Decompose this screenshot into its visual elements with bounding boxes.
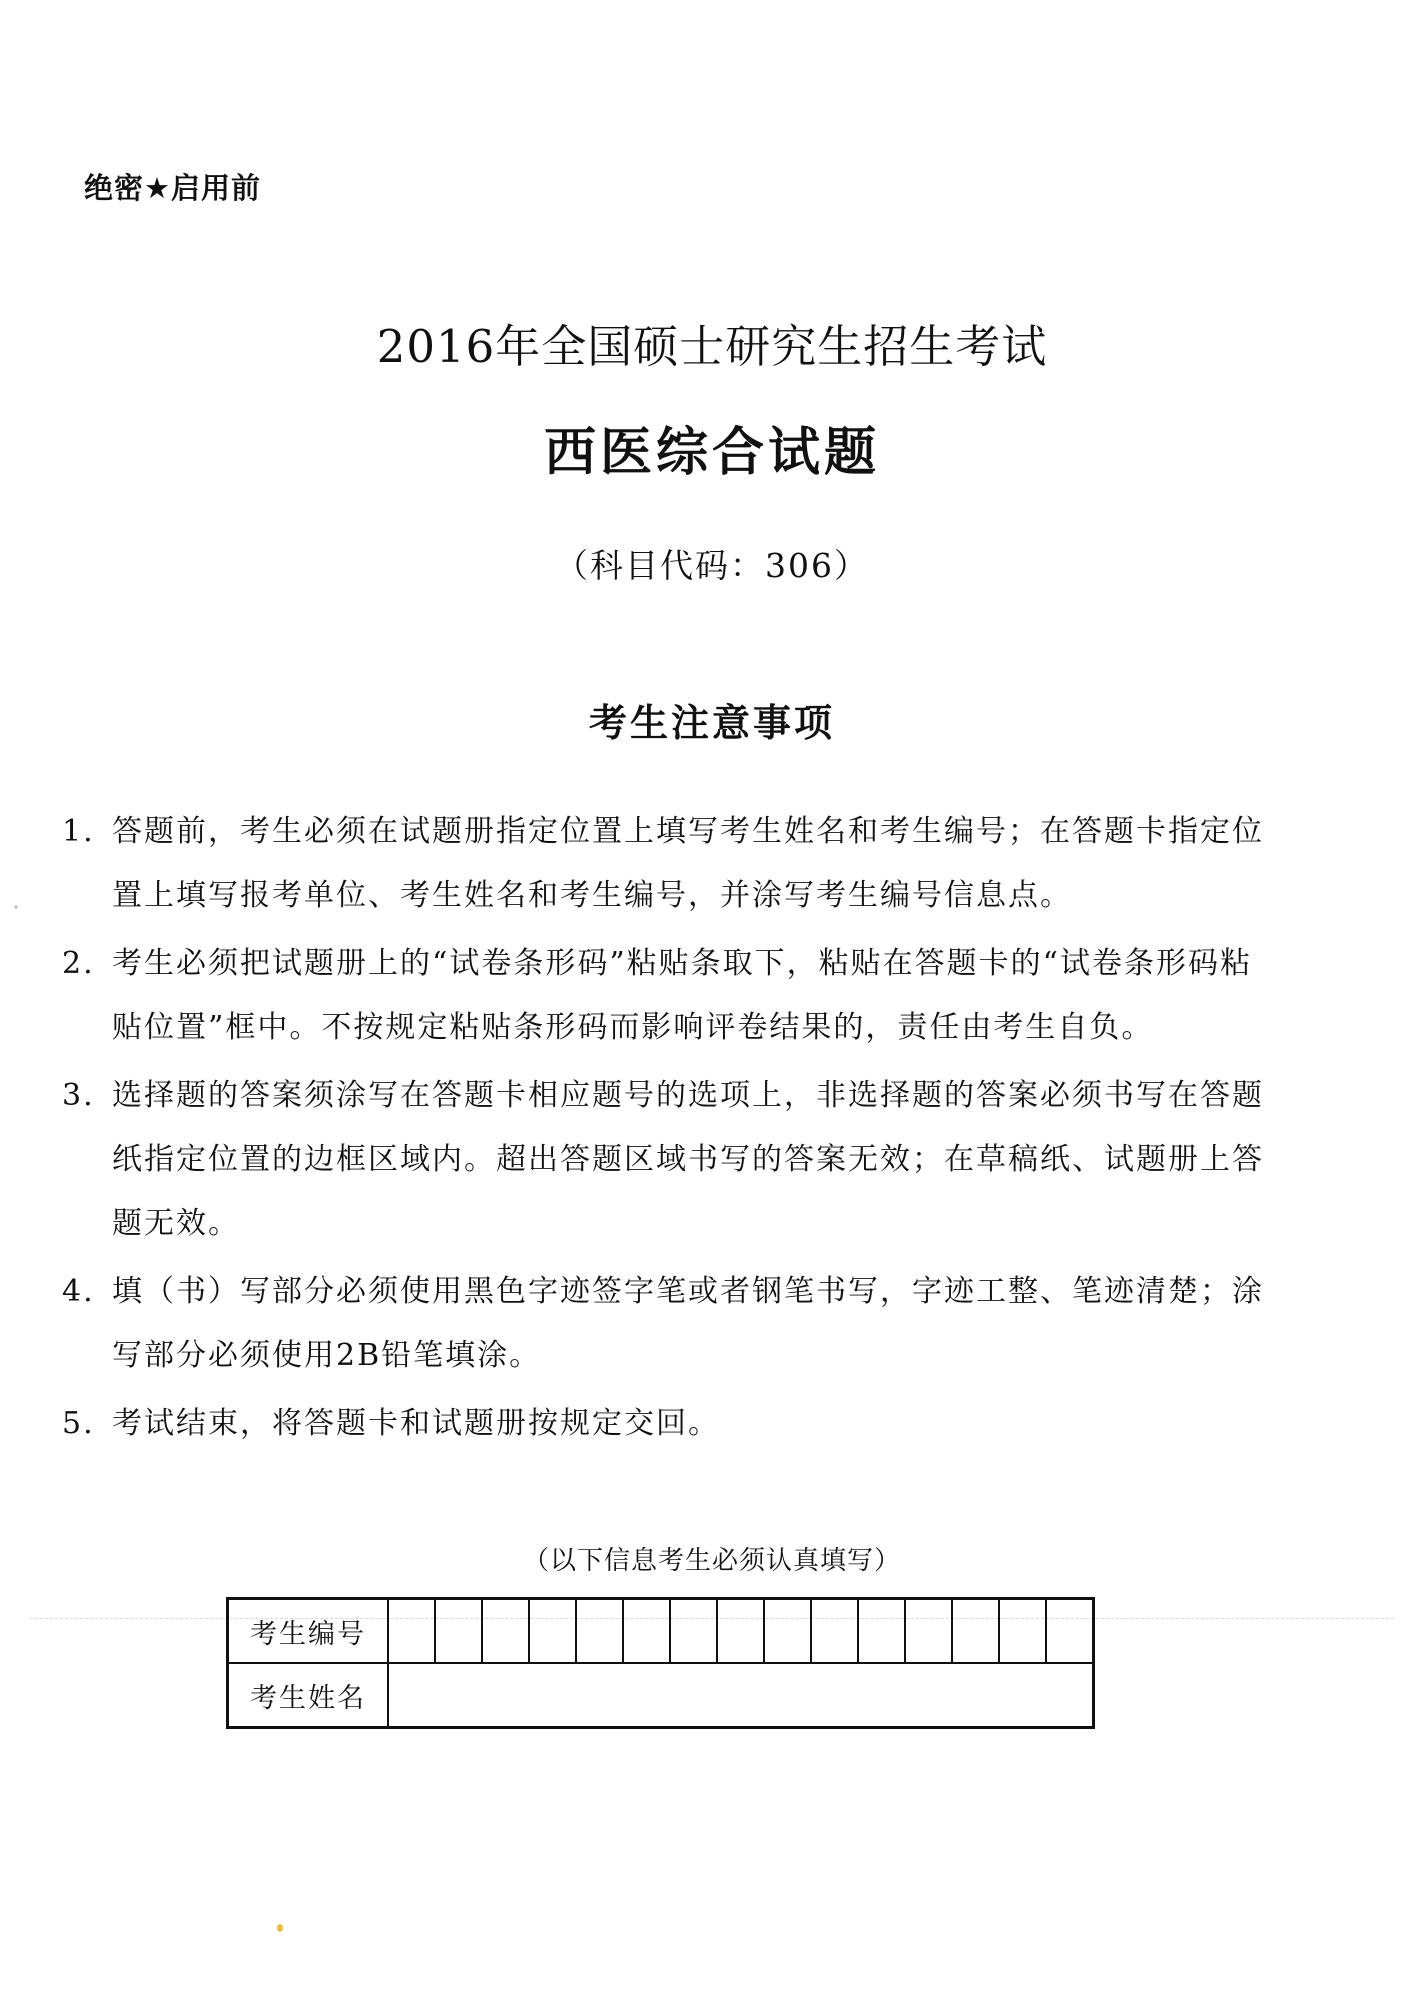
instruction-text: 考生必须把试题册上的“试卷条形码”粘贴条取下，粘贴在答题卡的“试卷条形码粘贴位置”框中。不按规定粘贴条形码而影响评卷结果的，责任由考生自负。	[112, 946, 1253, 1045]
instruction-number: 2.	[62, 946, 95, 981]
candidate-id-digit-box[interactable]	[670, 1599, 717, 1664]
instruction-number: 4.	[62, 1274, 95, 1309]
instruction-text: 答题前，考生必须在试题册指定位置上填写考生姓名和考生编号；在答题卡指定位置上填写报考单位、考生姓名和考生编号，并涂写考生编号信息点。	[112, 814, 1264, 913]
instruction-number: 1.	[62, 814, 95, 849]
candidate-id-row	[228, 1599, 1094, 1664]
candidate-id-digit-box[interactable]	[435, 1599, 482, 1664]
form-caption: （以下信息考生必须认真填写）	[522, 1546, 901, 1576]
instruction-number: 5.	[62, 1406, 95, 1441]
candidate-id-digit-box[interactable]	[717, 1599, 764, 1664]
candidate-id-digit-box[interactable]	[999, 1599, 1046, 1664]
candidate-name-field[interactable]	[388, 1663, 1094, 1728]
candidate-name-label: 考生姓名	[228, 1663, 389, 1728]
candidate-id-digit-box[interactable]	[529, 1599, 576, 1664]
subject-code: （科目代码：306）	[555, 546, 869, 585]
instruction-item	[62, 932, 1282, 1060]
instruction-item	[62, 800, 1282, 928]
instruction-item	[62, 1064, 1282, 1256]
candidate-id-digit-box[interactable]	[764, 1599, 811, 1664]
scan-speck	[14, 905, 18, 909]
instruction-text: 选择题的答案须涂写在答题卡相应题号的选项上，非选择题的答案必须书写在答题纸指定位置的边框区域内。超出答题区域书写的答案无效；在草稿纸、试题册上答题无效。	[112, 1078, 1264, 1241]
candidate-id-digit-box[interactable]	[388, 1599, 435, 1664]
candidate-id-digit-box[interactable]	[482, 1599, 529, 1664]
candidate-id-digit-box[interactable]	[811, 1599, 858, 1664]
notice-heading: 考生注意事项	[588, 701, 835, 745]
instruction-list	[62, 800, 1282, 1460]
candidate-id-digit-box[interactable]	[952, 1599, 999, 1664]
candidate-id-digit-box[interactable]	[858, 1599, 905, 1664]
candidate-name-row	[228, 1663, 1094, 1728]
instruction-item	[62, 1392, 1282, 1456]
classification-label: 绝密★启用前	[84, 171, 261, 205]
candidate-id-digit-box[interactable]	[576, 1599, 623, 1664]
instruction-number: 3.	[62, 1078, 95, 1113]
exam-title: 2016年全国硕士研究生招生考试	[376, 320, 1048, 373]
instruction-item	[62, 1260, 1282, 1388]
paper-title: 西医综合试题	[543, 423, 880, 483]
instruction-text: 填（书）写部分必须使用黑色字迹签字笔或者钢笔书写，字迹工整、笔迹清楚；涂写部分必须使用2B铅笔填涂。	[112, 1274, 1264, 1373]
candidate-id-label: 考生编号	[228, 1599, 389, 1664]
candidate-id-digit-box[interactable]	[623, 1599, 670, 1664]
candidate-info-table	[226, 1597, 1095, 1729]
candidate-id-digit-box[interactable]	[1046, 1599, 1094, 1664]
scan-speck	[277, 1924, 283, 1932]
candidate-id-digit-box[interactable]	[905, 1599, 952, 1664]
instruction-text: 考试结束，将答题卡和试题册按规定交回。	[112, 1406, 720, 1441]
